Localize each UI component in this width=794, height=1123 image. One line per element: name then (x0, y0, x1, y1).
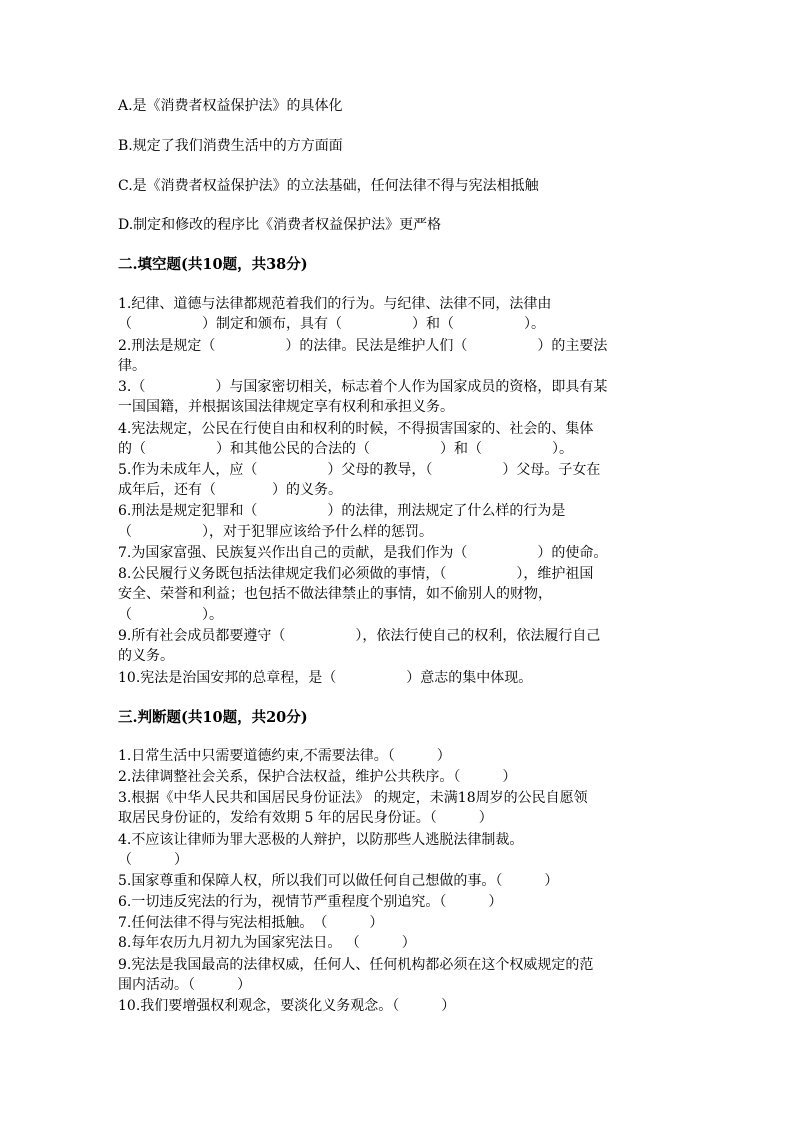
fill-blank-line: （ ）。 (118, 607, 223, 623)
option-d: D.制定和修改的程序比《消费者权益保护法》更严格 (118, 217, 442, 233)
fill-blank-line: 9.所有社会成员都要遵守（ ），依法行使自己的权利，依法履行自己 (118, 628, 601, 644)
fill-blank-line: 7.为国家富强、民族复兴作出自己的贡献，是我们作为（ ）的使命。 (118, 545, 608, 561)
true-false-line: 4.不应该让律师为罪大恶极的人辩护，以防那些人逃脱法律制裁。 (118, 832, 524, 848)
section3-title: 三.判断题(共10题，共20分) (118, 709, 308, 726)
fill-blank-line: 的义务。 (118, 648, 174, 664)
true-false-line: 围内活动。（ ） (118, 977, 251, 993)
true-false-line: （ ） (118, 852, 188, 868)
fill-blank-line: 的（ ）和其他公民的合法的（ ）和（ ）。 (118, 441, 573, 457)
true-false-line: 8.每年农历九月初九为国家宪法日。 （ ） (118, 935, 416, 951)
option-b: B.规定了我们消费生活中的方方面面 (118, 138, 343, 154)
fill-blank-line: 3.（ ）与国家密切相关，标志着个人作为国家成员的资格，即具有某 (118, 379, 608, 395)
fill-blank-line: （ ）制定和颁布，具有（ ）和（ ）。 (118, 316, 545, 332)
fill-blank-line: 成年后，还有（ ）的义务。 (118, 482, 342, 498)
true-false-line: 2.法律调整社会关系，保护合法权益，维护公共秩序。（ ） (118, 769, 517, 785)
true-false-line: 10.我们要增强权利观念，要淡化义务观念。（ ） (118, 998, 456, 1014)
fill-blank-line: （ ），对于犯罪应该给予什么样的惩罚。 (118, 524, 433, 540)
section2-title: 二.填空题(共10题，共38分) (118, 256, 308, 273)
fill-blank-line: 6.刑法是规定犯罪和（ ）的法律，刑法规定了什么样的行为是 (118, 503, 566, 519)
true-false-line: 3.根据《中华人民共和国居民身份证法》 的规定，未满18周岁的公民自愿领 (118, 790, 588, 806)
fill-blank-line: 一国国籍，并根据该国法律规定享有权利和承担义务。 (118, 399, 454, 415)
option-c: C.是《消费者权益保护法》的立法基础，任何法律不得与宪法相抵触 (118, 178, 539, 194)
fill-blank-line: 1.纪律、道德与法律都规范着我们的行为。与纪律、法律不同，法律由 (118, 296, 552, 312)
fill-blank-line: 2.刑法是规定（ ）的法律。民法是维护人们（ ）的主要法 (118, 338, 608, 354)
true-false-line: 7.任何法律不得与宪法相抵触。 （ ） (118, 915, 384, 931)
fill-blank-line: 5.作为未成年人，应（ ）父母的教导，（ ）父母。子女在 (118, 462, 601, 478)
fill-blank-line: 安全、荣誉和利益；也包括不做法律禁止的事情，如不偷别人的财物， (118, 586, 552, 602)
fill-blank-line: 4.宪法规定，公民在行使自由和权利的时候，不得损害国家的、社会的、集体 (118, 421, 594, 437)
option-a: A.是《消费者权益保护法》的具体化 (118, 98, 343, 114)
fill-blank-line: 8.公民履行义务既包括法律规定我们必须做的事情，（ ），维护祖国 (118, 566, 594, 582)
true-false-line: 取居民身份证的，发给有效期 5 年的居民身份证。（ ） (118, 810, 493, 826)
true-false-line: 9.宪法是我国最高的法律权威，任何人、任何机构都必须在这个权威规定的范 (118, 957, 594, 973)
true-false-line: 1.日常生活中只需要道德约束,不需要法律。（ ） (118, 748, 451, 764)
true-false-line: 6.一切违反宪法的行为，视情节严重程度个别追究。（ ） (118, 894, 503, 910)
true-false-line: 5.国家尊重和保障人权，所以我们可以做任何自己想做的事。（ ） (118, 873, 559, 889)
fill-blank-line: 10.宪法是治国安邦的总章程，是（ ）意志的集中体现。 (118, 670, 533, 686)
fill-blank-line: 律。 (118, 358, 146, 374)
